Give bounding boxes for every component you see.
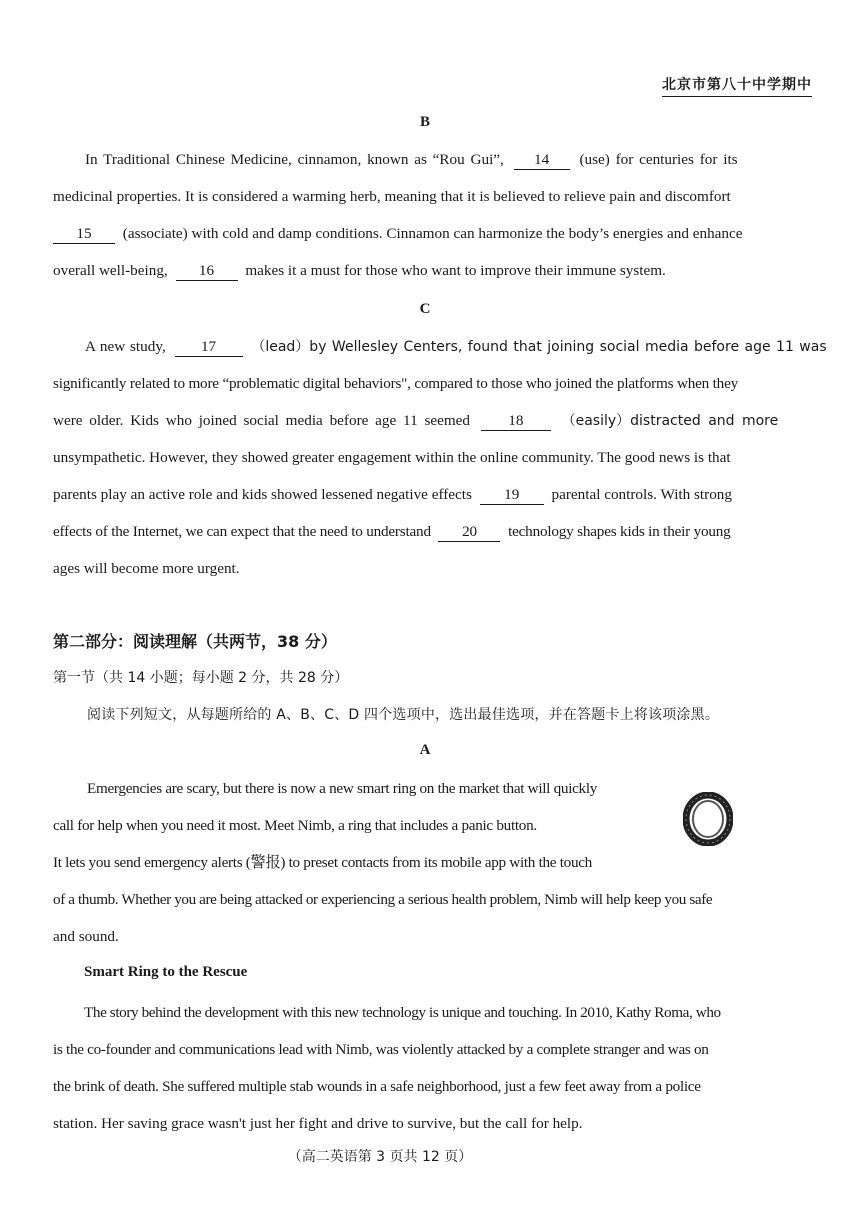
blank-14: 14 [514,151,570,170]
line-text: effects of the Internet, we can expect that the need to understand [53,523,431,540]
text-line: call for help when you need it most. Meet Nimb, a ring that includes a panic button. [53,817,537,834]
text-line [53,476,801,513]
text-line [85,141,801,178]
line-text: In Traditional Chinese Medicine, cinnamon, known as “Rou Gui”, [85,151,504,168]
text-line: significantly related to more “problematic digital behaviors", compared to those who joined the platforms when they [53,375,738,392]
text-line: medicinal properties. It is considered a warming herb, meaning that it is believed to relieve pain and discomfort [53,188,731,205]
part-two-title: 第二部分：阅读理解（共两节，38 分） [53,632,337,651]
line-text: （easily）distracted and more [561,413,779,429]
text-line: ages will become more urgent. [53,560,240,577]
blank-17: 17 [175,338,243,357]
text-line: Emergencies are scary, but there is now a new smart ring on the market that will quickly [87,780,598,797]
reading-instructions: 阅读下列短文，从每题所给的 A、B、C、D 四个选项中，选出最佳选项，并在答题卡上将该项涂黑。 [87,707,720,723]
text-line: of a thumb. Whether you are being attacked or experiencing a serious health problem, Nimb will help keep you safe [53,891,713,908]
line-text: makes it a must for those who want to improve their immune system. [245,262,666,279]
line-text: (associate) with cold and damp conditions. Cinnamon can harmonize the body’s energies and enhance [122,225,743,242]
section-b-title: B [419,114,430,130]
text-line: the brink of death. She suffered multiple stab wounds in a safe neighborhood, just a few feet away from a police [53,1078,701,1095]
text-line: unsympathetic. However, they showed greater engagement within the online community. The good news is that [53,449,731,466]
blank-18: 18 [481,412,551,431]
line-text: were older. Kids who joined social media before age 11 seemed [53,412,471,429]
section-c-title: C [419,301,431,317]
passage-subheading: Smart Ring to the Rescue [84,964,248,980]
blank-20: 20 [438,523,500,542]
line-text: （lead）by Wellesley Centers, found that joining social media before age 11 was [251,339,827,355]
section-one-heading: 第一节（共 14 小题；每小题 2 分，共 28 分） [53,670,349,686]
line-text: technology shapes kids in their young [508,523,731,540]
line-text: parental controls. With strong [551,486,732,503]
text-line [53,215,801,252]
blank-15: 15 [53,225,115,244]
text-line [53,252,801,289]
blank-19: 19 [480,486,544,505]
line-text: parents play an active role and kids showed lessened negative effects [53,486,472,503]
text-line [53,402,801,440]
page-footer: （高二英语第 3 页共 12 页） [287,1149,473,1165]
text-line: It lets you send emergency alerts (警报) to preset contacts from its mobile app with the touch [53,854,592,871]
text-line [53,513,801,550]
school-header: 北京市第八十中学期中 [662,74,812,97]
text-line: and sound. [53,928,119,945]
text-line [85,328,827,366]
line-text: overall well-being, [53,262,168,279]
text-line: The story behind the development with this new technology is unique and touching. In 2010, Kathy Roma, who [84,1004,721,1021]
line-text: A new study, [85,338,166,355]
passage-a-title: A [419,742,431,758]
blank-16: 16 [176,262,238,281]
smart-ring-image [683,792,733,846]
line-text: (use) for centuries for its [579,151,738,168]
text-line: station. Her saving grace wasn't just her fight and drive to survive, but the call for help. [53,1115,583,1132]
text-line: is the co-founder and communications lead with Nimb, was violently attacked by a complete stranger and was on [53,1041,709,1058]
